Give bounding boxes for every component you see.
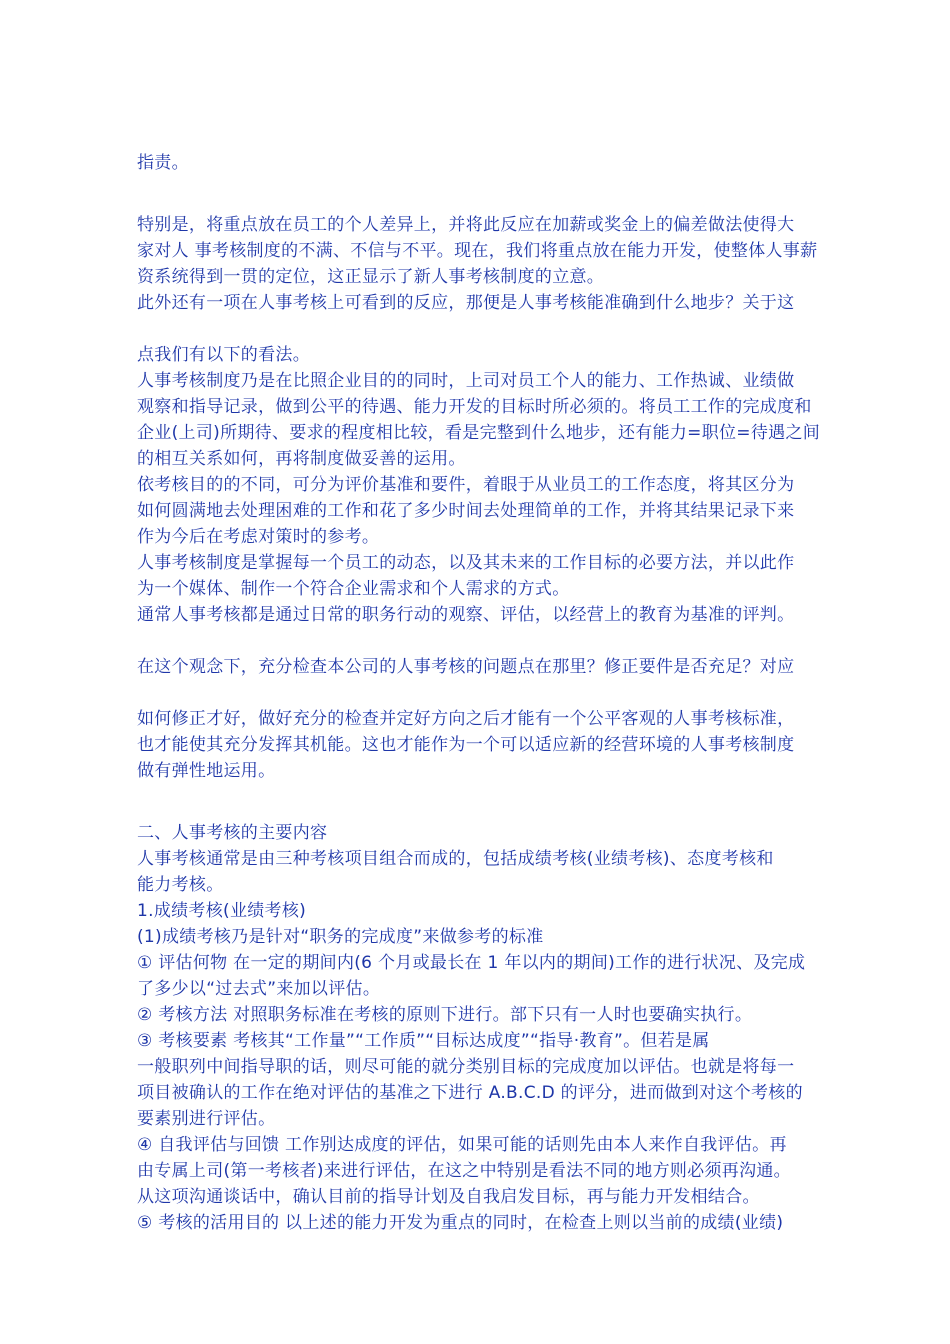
section-heading: 二、人事考核的主要内容 [137, 823, 328, 843]
subsection-heading: 1.成绩考核(业绩考核) [137, 901, 307, 921]
text-line: 此外还有一项在人事考核上可看到的反应，那便是人事考核能准确到什么地步？关于这 [137, 293, 795, 313]
text-line: 依考核目的的不同，可分为评价基准和要件，着眼于从业员工的工作态度，将其区分为 [137, 475, 795, 495]
text-line: 家对人 事考核制度的不满、不信与不平。现在，我们将重点放在能力开发，使整体人事薪 [137, 241, 818, 261]
text-line: 为一个媒体、制作一个符合企业需求和个人需求的方式。 [137, 579, 570, 599]
text-line: 也才能使其充分发挥其机能。这也才能作为一个可以适应新的经营环境的人事考核制度 [137, 735, 795, 755]
text-line: 在这个观念下，充分检查本公司的人事考核的问题点在那里？修正要件是否充足？对应 [137, 657, 795, 677]
text-line: 要素别进行评估。 [137, 1109, 276, 1129]
text-line: 的相互关系如何，再将制度做妥善的运用。 [137, 449, 466, 469]
text-line: ④ 自我评估与回馈 工作别达成度的评估，如果可能的话则先由本人来作自我评估。再 [137, 1135, 787, 1155]
text-line: (1)成绩考核乃是针对“职务的完成度”来做参考的标准 [137, 927, 544, 947]
text-line: 从这项沟通谈话中，确认目前的指导计划及自我启发目标，再与能力开发相结合。 [137, 1187, 760, 1207]
text-line: ⑤ 考核的活用目的 以上述的能力开发为重点的同时，在检查上则以当前的成绩(业绩) [137, 1213, 784, 1233]
text-line: 点我们有以下的看法。 [137, 345, 310, 365]
text-line: 能力考核。 [137, 875, 224, 895]
text-line: 如何圆满地去处理困难的工作和花了多少时间去处理简单的工作，并将其结果记录下来 [137, 501, 795, 521]
text-line: 人事考核制度乃是在比照企业目的的同时，上司对员工个人的能力、工作热诚、业绩做 [137, 371, 795, 391]
text-line: 通常人事考核都是通过日常的职务行动的观察、评估，以经营上的教育为基准的评判。 [137, 605, 795, 625]
text-line: 特别是，将重点放在员工的个人差异上，并将此反应在加薪或奖金上的偏差做法使得大 [137, 215, 795, 235]
text-line: 人事考核制度是掌握每一个员工的动态，以及其未来的工作目标的必要方法，并以此作 [137, 553, 795, 573]
text-line: 如何修正才好，做好充分的检查并定好方向之后才能有一个公平客观的人事考核标准， [137, 709, 795, 729]
text-line: 人事考核通常是由三种考核项目组合而成的，包括成绩考核(业绩考核)、态度考核和 [137, 849, 774, 869]
text-line: 作为今后在考虑对策时的参考。 [137, 527, 380, 547]
text-line: 企业(上司)所期待、要求的程度相比较，看是完整到什么地步，还有能力=职位=待遇之间 [137, 423, 821, 443]
text-line: 资系统得到一贯的定位，这正显示了新人事考核制度的立意。 [137, 267, 605, 287]
text-line: 了多少以“过去式”来加以评估。 [137, 979, 381, 999]
text-line: 项目被确认的工作在绝对评估的基准之下进行 A.B.C.D 的评分，进而做到对这个考核的 [137, 1083, 803, 1103]
text-line: ③ 考核要素 考核其“工作量”“工作质”“目标达成度”“指导·教育”。但若是属 [137, 1031, 710, 1051]
text-line: ② 考核方法 对照职务标准在考核的原则下进行。部下只有一人时也要确实执行。 [137, 1005, 753, 1025]
text-line: 由专属上司(第一考核者)来进行评估，在这之中特别是看法不同的地方则必须再沟通。 [137, 1161, 791, 1181]
text-line: 一般职列中间指导职的话，则尽可能的就分类别目标的完成度加以评估。也就是将每一 [137, 1057, 795, 1077]
text-line: ① 评估何物 在一定的期间内(6 个月或最长在 1 年以内的期间)工作的进行状况、及完成 [137, 953, 806, 973]
text-line: 做有弹性地运用。 [137, 761, 276, 781]
text-line: 观察和指导记录，做到公平的待遇、能力开发的目标时所必须的。将员工工作的完成度和 [137, 397, 812, 417]
text-line: 指责。 [137, 153, 189, 173]
